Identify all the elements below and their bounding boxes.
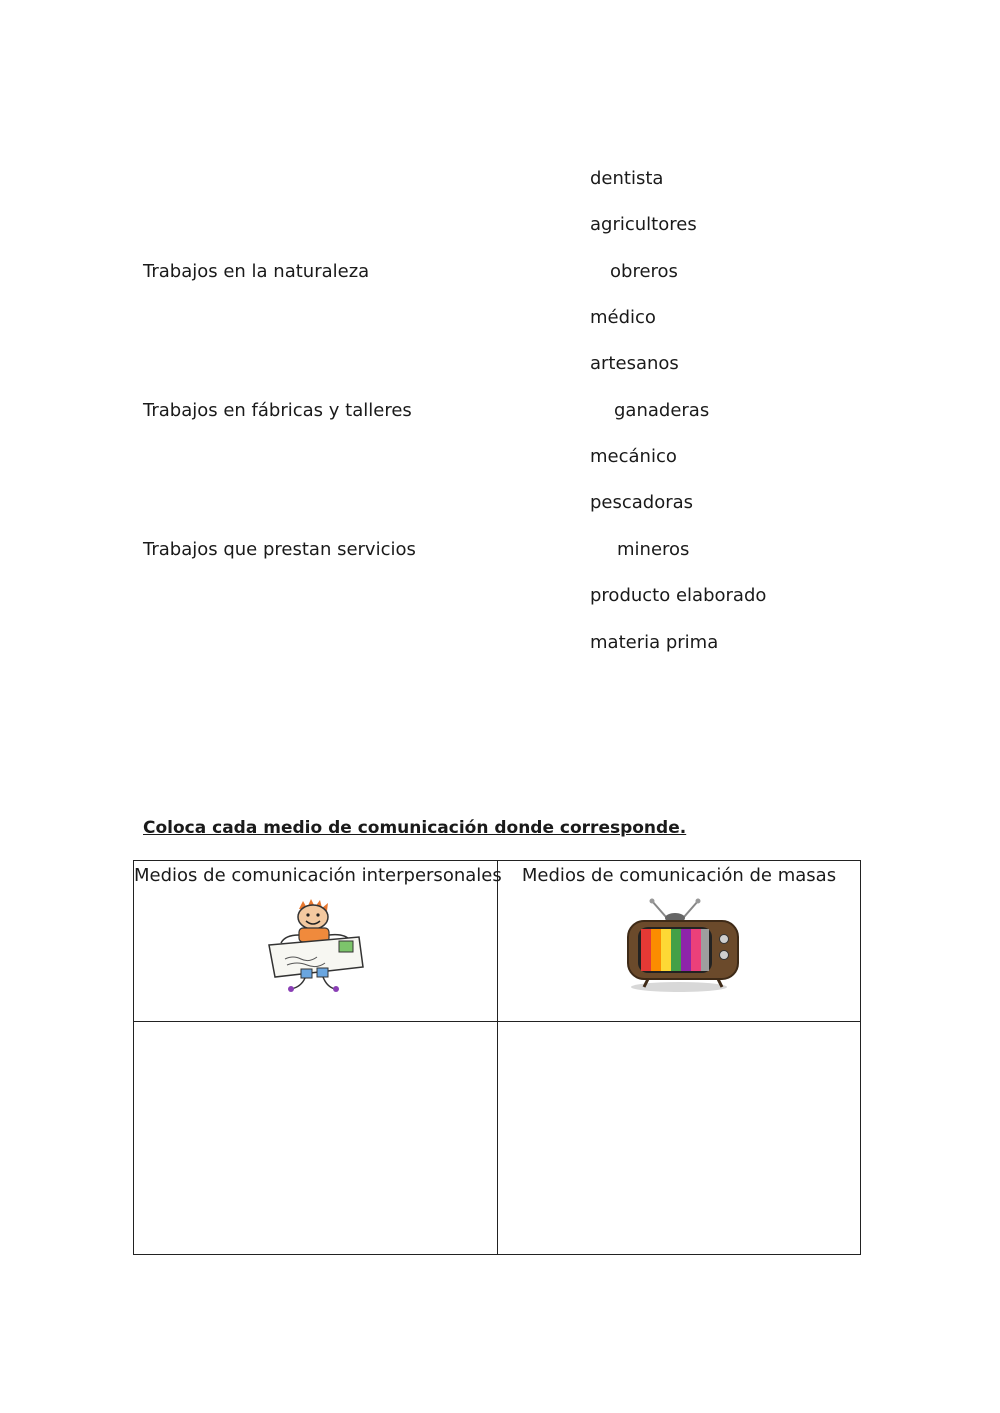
word-item[interactable]: agricultores	[590, 214, 697, 235]
word-item[interactable]: ganaderas	[614, 400, 710, 421]
masas-header-cell	[498, 861, 861, 1022]
word-item[interactable]: pescadoras	[590, 492, 694, 513]
media-table	[133, 860, 861, 1255]
word-item[interactable]: artesanos	[590, 353, 679, 374]
category-naturaleza: Trabajos en la naturaleza	[143, 261, 370, 282]
interpersonal-title: Medios de comunicación interpersonales	[134, 865, 502, 886]
letter-carrier-kid-icon	[251, 897, 381, 997]
masas-title: Medios de comunicación de masas	[521, 865, 837, 886]
word-item[interactable]: obreros	[610, 261, 678, 282]
word-item[interactable]: producto elaborado	[590, 585, 767, 606]
television-icon	[614, 897, 744, 997]
masas-drop-zone[interactable]	[498, 1022, 861, 1255]
word-item[interactable]: materia prima	[590, 632, 719, 653]
section-instruction: Coloca cada medio de comunicación donde corresponde.	[143, 818, 687, 838]
category-servicios: Trabajos que prestan servicios	[143, 539, 416, 560]
category-fabricas: Trabajos en fábricas y talleres	[143, 400, 412, 421]
interpersonal-header-cell	[134, 861, 502, 1022]
word-item[interactable]: mecánico	[590, 446, 677, 467]
word-item[interactable]: médico	[590, 307, 656, 328]
word-item[interactable]: dentista	[590, 168, 664, 189]
word-item[interactable]: mineros	[617, 539, 690, 560]
interpersonal-drop-zone[interactable]	[134, 1022, 498, 1255]
